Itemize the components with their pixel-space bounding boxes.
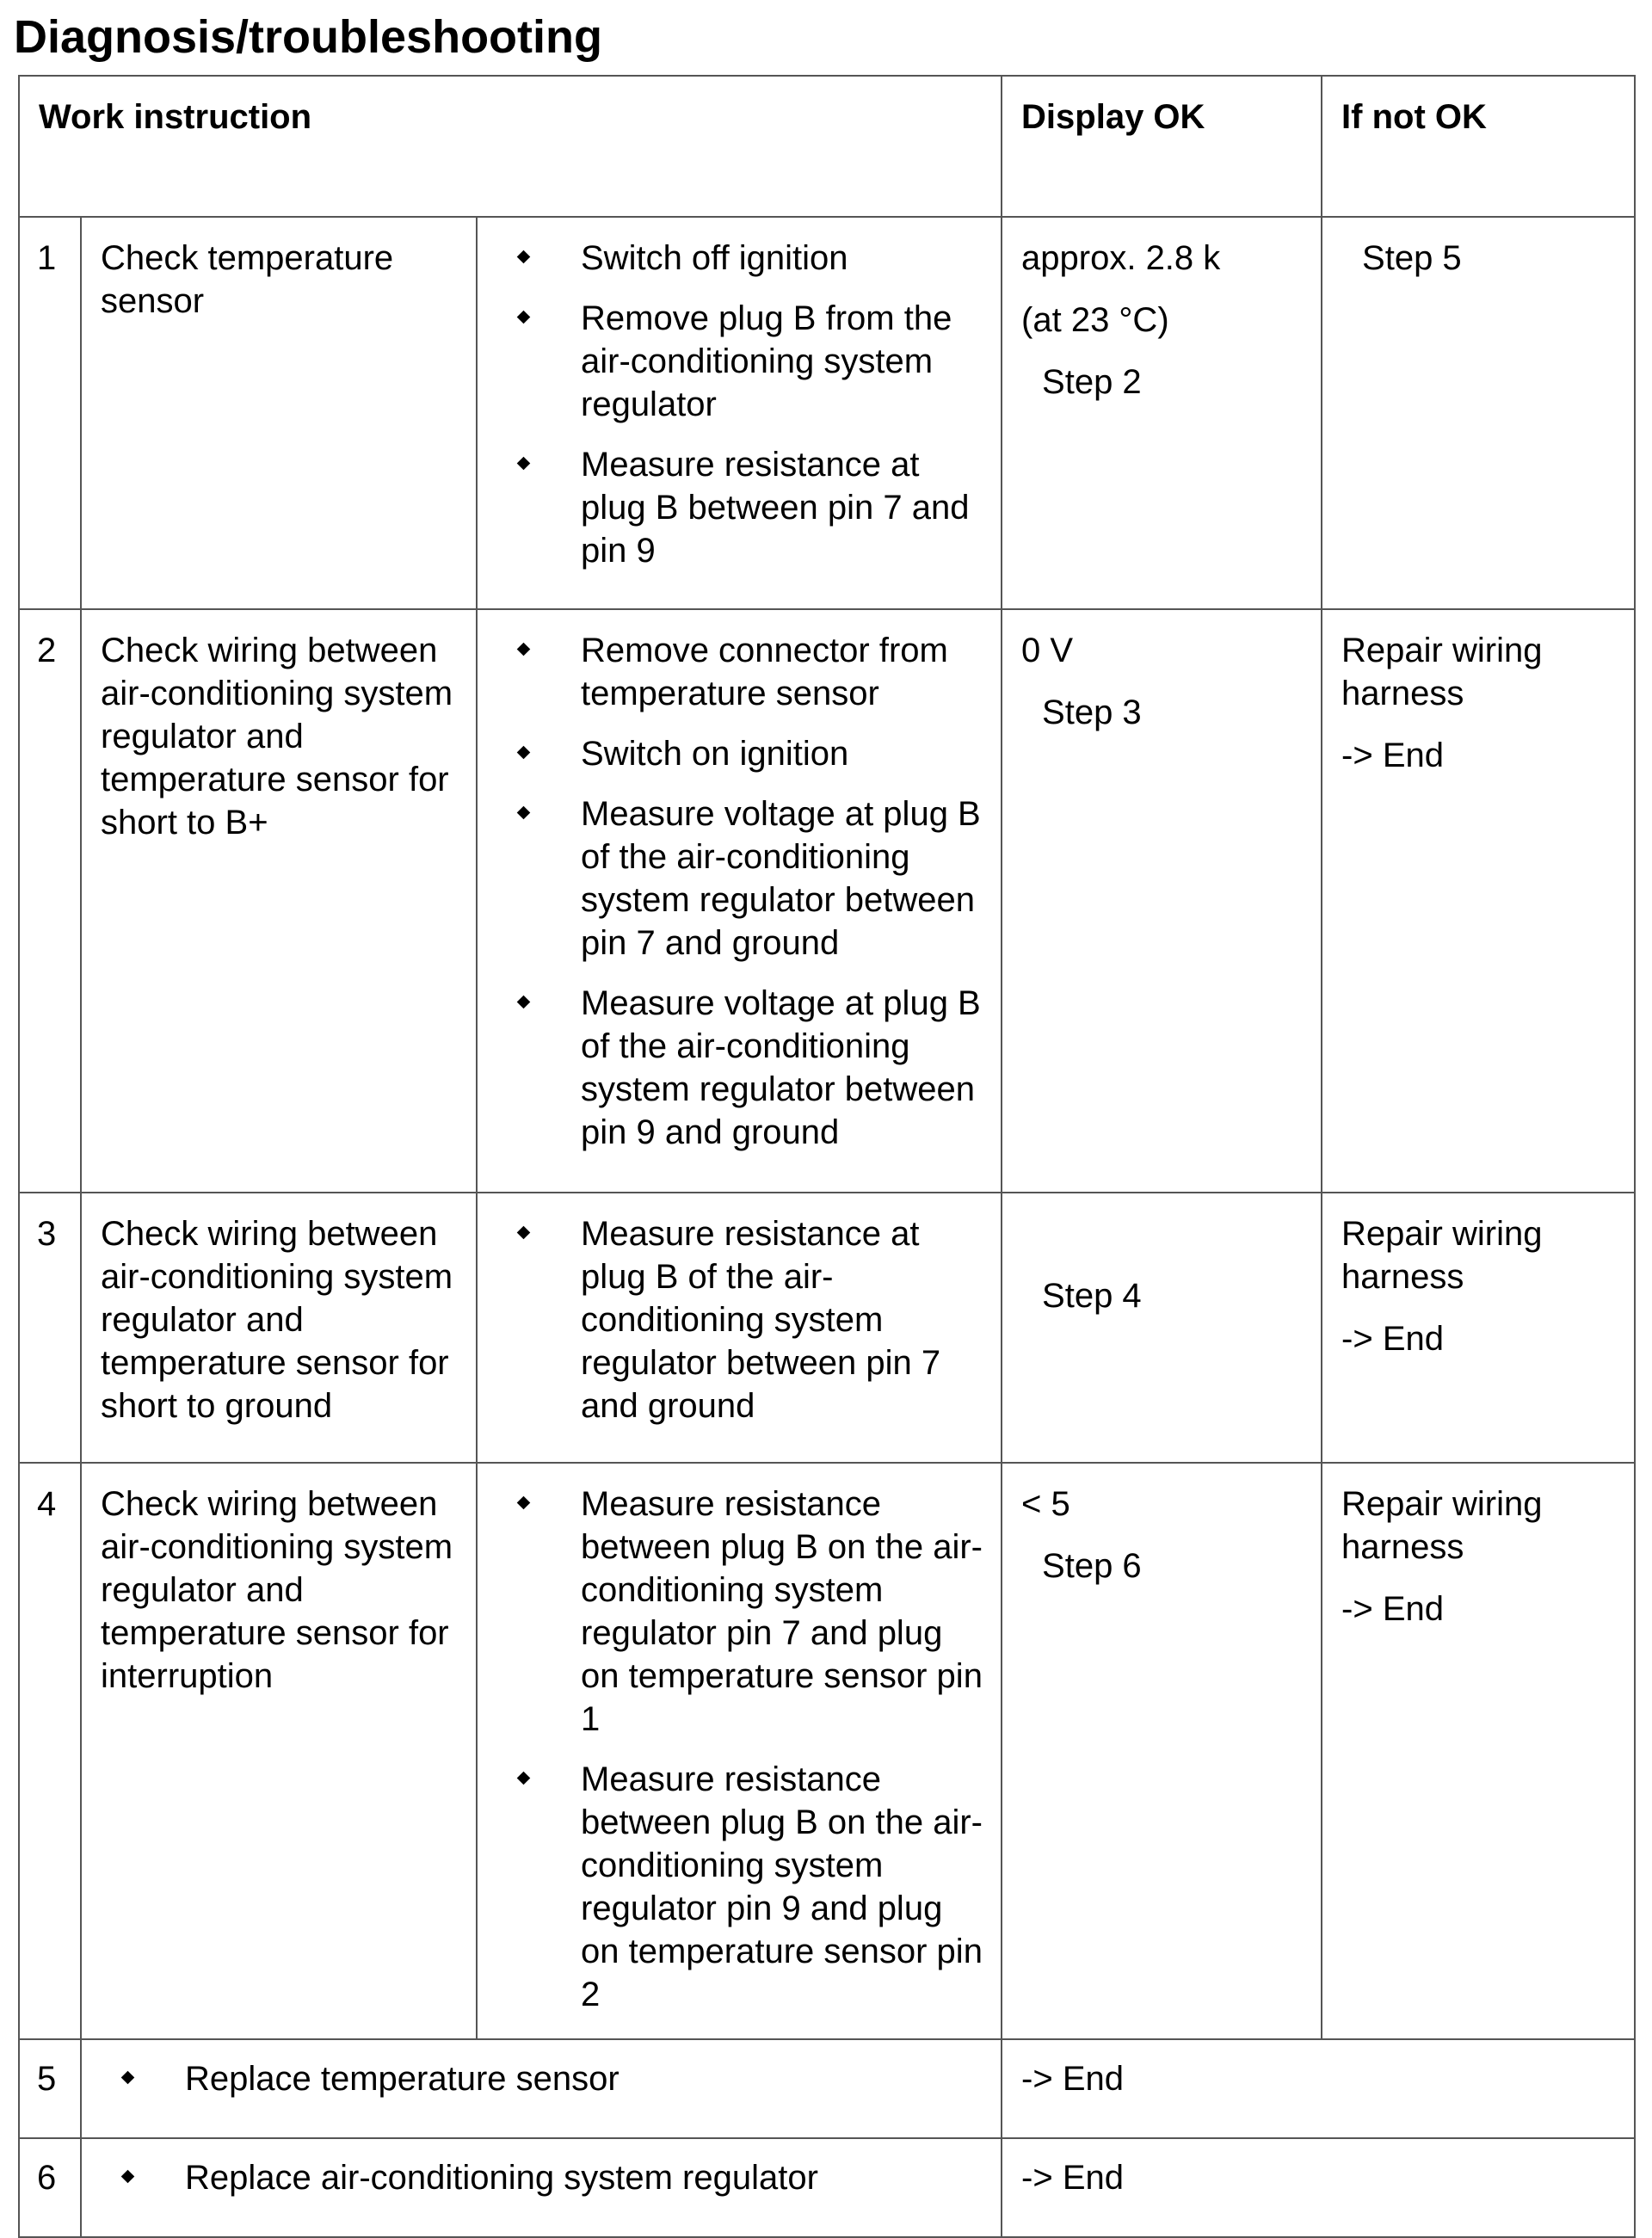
header-display-ok: Display OK [1002,76,1322,217]
action-item: Replace air-conditioning system regulator [101,2156,983,2199]
display-ok-next-step: Step 6 [1042,1547,1142,1585]
if-not-ok-cell [1322,217,1635,609]
if-not-ok-result: -> End [1341,1320,1444,1358]
step-number: 5 [19,2039,81,2138]
step-actions [477,217,1002,609]
step-number: 4 [19,1463,81,2039]
step-action-cell [81,2138,1002,2237]
if-not-ok-action: Repair wiring harness [1341,632,1543,712]
step-action-cell [81,2039,1002,2138]
header-work-instruction: Work instruction [19,76,1002,217]
action-item: Replace temperature sensor [101,2057,983,2100]
action-item: Measure resistance between plug B on the air-conditioning system regulator pin 9 and plug on temperature sensor pin 2 [496,1758,983,2016]
step-actions [477,1193,1002,1463]
display-ok-value: < 5 [1021,1485,1070,1523]
if-not-ok-result: -> End [1341,737,1444,774]
page-title: Diagnosis/troubleshooting [14,11,602,63]
step-description: Check wiring between air-conditioning system regulator and temperature sensor for short to ground [81,1193,477,1463]
step-actions [477,1463,1002,2039]
step-number: 2 [19,609,81,1193]
if-not-ok-action: Repair wiring harness [1341,1215,1543,1296]
action-item: Measure voltage at plug B of the air-conditioning system regulator between pin 7 and ground [496,792,983,965]
display-ok-cell [1002,217,1322,609]
step-number: 6 [19,2138,81,2237]
action-item: Remove plug B from the air-conditioning system regulator [496,297,983,426]
action-item: Switch off ignition [496,237,983,280]
if-not-ok-cell [1322,609,1635,1193]
step-row-4 [19,1463,1635,2039]
if-not-ok-cell [1322,1463,1635,2039]
action-item: Measure resistance at plug B between pin 7 and pin 9 [496,443,983,572]
display-ok-next-step: Step 4 [1042,1277,1142,1315]
step-row-1 [19,217,1635,609]
display-ok-cell [1002,609,1322,1193]
display-ok-value: approx. 2.8 k [1021,239,1221,277]
step-number: 1 [19,217,81,609]
step-actions [477,609,1002,1193]
step-row-3 [19,1193,1635,1463]
header-row [19,76,1635,217]
display-ok-value: 0 V [1021,632,1074,669]
if-not-ok-cell [1322,1193,1635,1463]
if-not-ok-action: Repair wiring harness [1341,1485,1543,1566]
header-if-not-ok: If not OK [1322,76,1635,217]
display-ok-next-step: Step 2 [1042,363,1142,401]
step-result: -> End [1002,2039,1635,2138]
step-row-5 [19,2039,1635,2138]
display-ok-next-step: Step 3 [1042,694,1142,731]
display-ok-condition: (at 23 °C) [1021,301,1169,339]
step-row-6 [19,2138,1635,2237]
step-description: Check temperature sensor [81,217,477,609]
action-item: Measure resistance at plug B of the air-conditioning system regulator between pin 7 and ground [496,1212,983,1427]
if-not-ok-next-step: Step 5 [1362,239,1462,277]
action-item: Measure resistance between plug B on the air-conditioning system regulator pin 7 and plug on temperature sensor pin 1 [496,1483,983,1741]
action-item: Switch on ignition [496,732,983,775]
step-result: -> End [1002,2138,1635,2237]
if-not-ok-result: -> End [1341,1590,1444,1628]
step-description: Check wiring between air-conditioning system regulator and temperature sensor for interruption [81,1463,477,2039]
diagnosis-table [18,75,1636,2238]
step-description: Check wiring between air-conditioning system regulator and temperature sensor for short to B+ [81,609,477,1193]
display-ok-cell [1002,1193,1322,1463]
display-ok-cell [1002,1463,1322,2039]
action-item: Remove connector from temperature sensor [496,629,983,715]
action-item: Measure voltage at plug B of the air-conditioning system regulator between pin 9 and ground [496,982,983,1154]
step-number: 3 [19,1193,81,1463]
step-row-2 [19,609,1635,1193]
